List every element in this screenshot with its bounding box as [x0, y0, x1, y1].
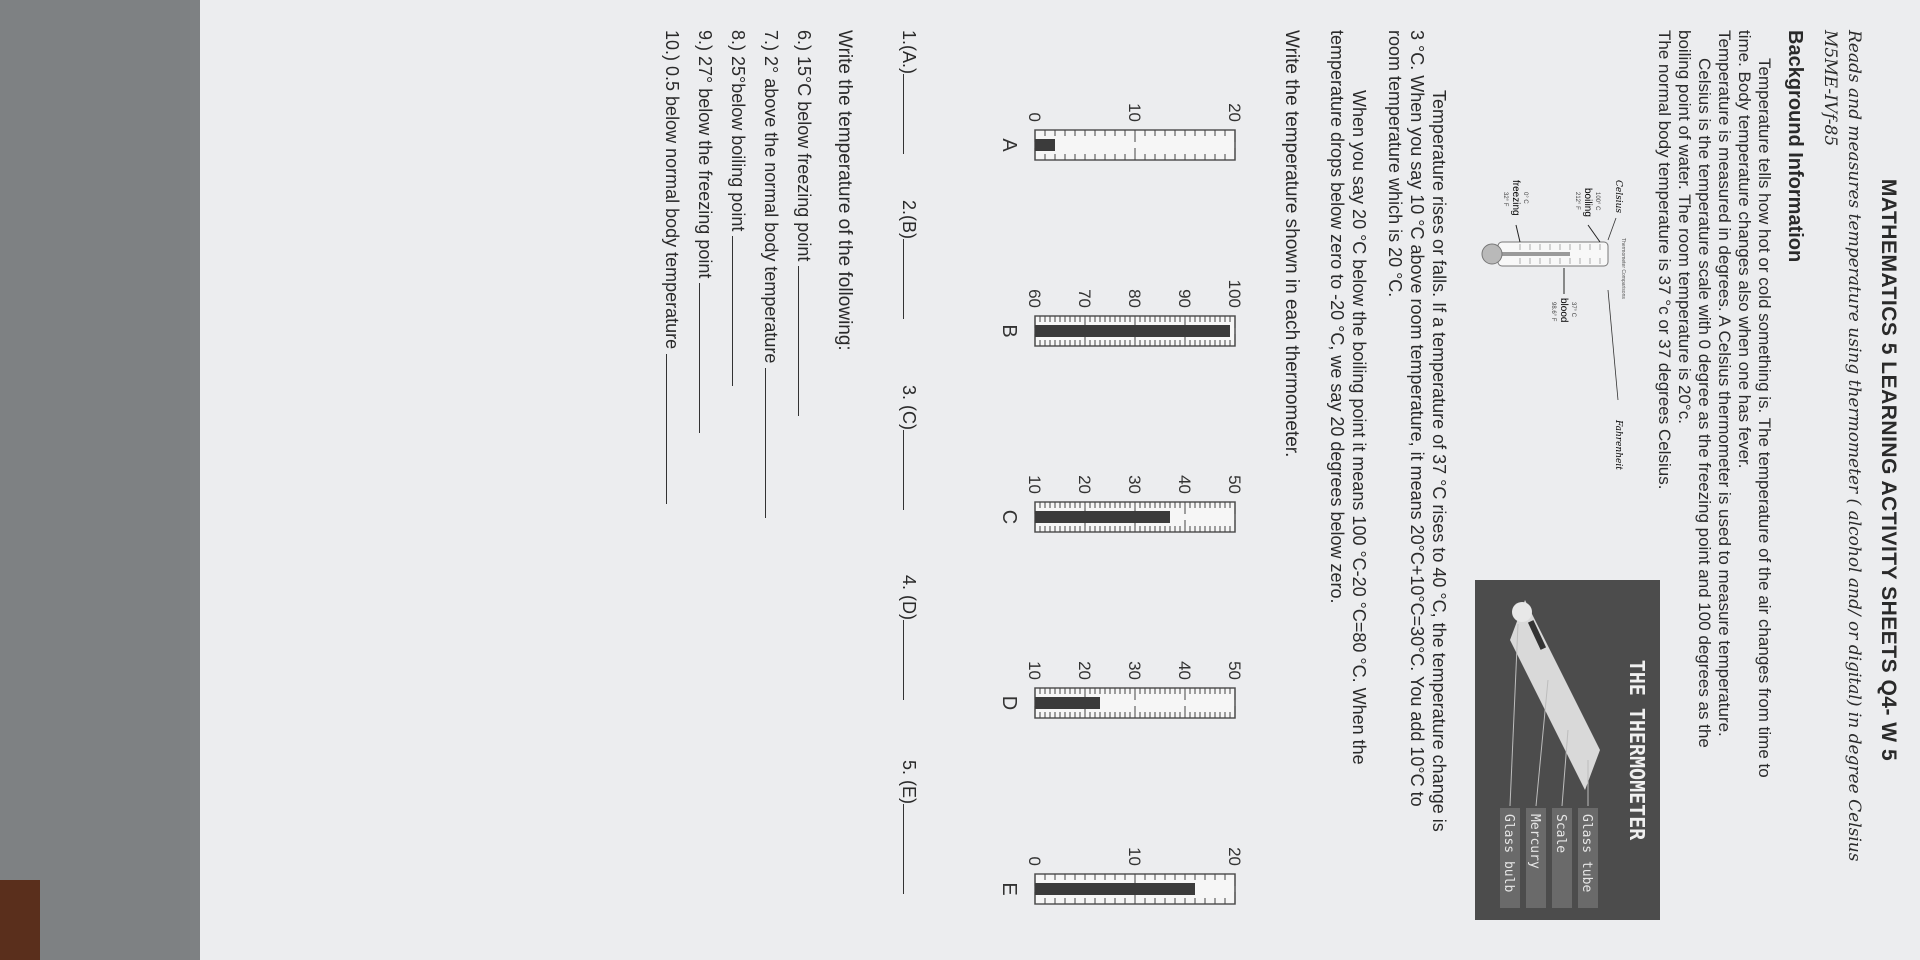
thermometer-letter: E: [998, 882, 1020, 896]
answer-label: 2.(B): [899, 200, 919, 240]
text-line: 3 °C. When you say 10 °C above room temperature, it means 20°C+10°C=30°C. You add 10°C to: [1407, 30, 1427, 807]
mercury-level: [1035, 883, 1195, 895]
answer-line[interactable]: [903, 620, 920, 700]
thermometer-parts-poster: [1475, 580, 1660, 920]
background-heading: Background Information: [1784, 30, 1806, 263]
scale-label: 80: [1125, 289, 1144, 308]
scale-label: 10: [1025, 475, 1044, 494]
scale-label: 100: [1225, 279, 1244, 308]
poster-title: THE THERMOMETER: [1625, 659, 1649, 841]
scale-label: 0: [1025, 856, 1044, 866]
boiling-label: boiling: [1582, 188, 1593, 217]
scale-label: 40: [1175, 661, 1194, 680]
scale-label: 60: [1025, 289, 1044, 308]
mercury-column: [1500, 252, 1570, 256]
scale-label: 10: [1125, 847, 1144, 866]
scale-label: 40: [1175, 475, 1194, 494]
blood-label: blood: [1558, 298, 1569, 323]
below-point-paragraph: [1326, 30, 1370, 930]
answer-line[interactable]: [903, 239, 920, 319]
scale-label: 0: [1025, 112, 1044, 122]
answer-line[interactable]: [765, 368, 782, 518]
background-paragraph: [1654, 30, 1774, 910]
exercise-item: 7.) 2° above the normal body temperature: [754, 30, 787, 518]
freezing-label: freezing: [1510, 180, 1521, 216]
boiling-celsius: 100° C: [1594, 192, 1600, 211]
exercise-item: 9.) 27° below the freezing point: [688, 30, 721, 518]
part-label: Glass tube: [1579, 814, 1594, 893]
freezing-fahrenheit: 32° F: [1502, 192, 1508, 207]
text-line: Celsius is the temperature scale with 0 degree as the freezing point and 100 degrees as the: [1695, 58, 1714, 748]
exercise-instruction: Write the temperature of the following:: [834, 30, 855, 351]
thermometer-instruction: Write the temperature shown in each thermometer.: [1281, 30, 1302, 458]
wood-edge: [0, 880, 40, 960]
thermometer-letter: B: [998, 324, 1020, 338]
boiling-arrow: [1588, 225, 1600, 242]
text-line: Temperature is measured in degrees. A Celsius thermometer is used to measure temperature.: [1715, 30, 1734, 737]
competency-text: Reads and measures temperature using thermometer ( alcohol and/ or digital) in degree Celsius M5ME-IVf-85: [1820, 30, 1864, 862]
boiling-fahrenheit: 212° F: [1574, 192, 1580, 210]
part-label: Glass bulb: [1501, 814, 1516, 893]
mercury-level: [1035, 139, 1055, 151]
answer-label: 4. (D): [899, 575, 919, 620]
scale-label: 30: [1125, 661, 1144, 680]
thermometer-comparison-figure: [1480, 170, 1630, 500]
thermometer-letter: C: [998, 509, 1020, 525]
part-label: Scale: [1553, 814, 1568, 854]
text-line: When you say 20 °C below the boiling point it means 100 °C-20 °C=80 °C. When the: [1349, 90, 1369, 765]
exercise-item: 6.) 15°C below freezing point: [787, 30, 820, 518]
blood-celsius: 37° C: [1570, 302, 1576, 318]
answer-line[interactable]: [732, 236, 749, 386]
scale-label: 50: [1225, 661, 1244, 680]
text-line: Temperature rises or falls. If a temperature of 37 °C rises to 40 °C, the temperature change is: [1429, 90, 1449, 832]
answer-line[interactable]: [903, 74, 920, 154]
mercury-level: [1035, 325, 1230, 337]
comparison-label: Thermometer Comparisons: [1620, 238, 1626, 299]
scale-label: 20: [1075, 661, 1094, 680]
scale-label: 50: [1225, 475, 1244, 494]
mercury-level: [1035, 511, 1170, 523]
temperature-change-paragraph: [1384, 30, 1450, 930]
answer-line[interactable]: [699, 283, 716, 433]
scale-label: 90: [1175, 289, 1194, 308]
celsius-label: Celsius: [1613, 180, 1623, 214]
answer-label: 1.(A.): [899, 30, 919, 75]
scale-label: 20: [1075, 475, 1094, 494]
scale-label: 10: [1125, 103, 1144, 122]
answer-line[interactable]: [903, 430, 920, 510]
poster-bulb: [1512, 602, 1532, 622]
scale-label: 20: [1225, 103, 1244, 122]
text-line: temperature drops below zero to -20 °C, we say 20 degrees below zero.: [1327, 30, 1347, 604]
answer-label: 5. (E): [899, 760, 919, 805]
text-line: The normal body temperature is 37 °c or 37 degrees Celsius.: [1655, 30, 1674, 490]
thermometer-letter: D: [998, 695, 1020, 711]
answer-line[interactable]: [798, 266, 815, 416]
mercury-level: [1035, 697, 1100, 709]
answer-line[interactable]: [666, 354, 683, 504]
answer-line[interactable]: [903, 804, 920, 894]
scale-label: 30: [1125, 475, 1144, 494]
text-line: boiling point of water. The room temperature is 20°c.: [1675, 30, 1694, 424]
freezing-arrow: [1516, 225, 1520, 242]
scale-label: 20: [1225, 847, 1244, 866]
fahrenheit-label: Fahrenheit: [1613, 420, 1623, 470]
exercise-items: [655, 30, 820, 518]
thermometer-exercises: [940, 30, 1260, 960]
thermometer-letter: A: [998, 138, 1020, 152]
scale-label: 70: [1075, 289, 1094, 308]
part-label: Mercury: [1527, 814, 1542, 869]
worksheet-page: [200, 0, 1920, 960]
answer-label: 3. (C): [899, 385, 919, 430]
worksheet-title: MATHEMATICS 5 LEARNING ACTIVITY SHEETS Q4- W 5: [1877, 178, 1900, 762]
text-line: Temperature tells how hot or cold something is. The temperature of the air changes from time to: [1755, 58, 1774, 778]
scale-label: 10: [1025, 661, 1044, 680]
exercise-item: 10.) 0.5 below normal body temperature: [655, 30, 688, 518]
table-surface: [0, 0, 210, 960]
thermometer-bulb: [1482, 244, 1502, 264]
blood-fahrenheit: 98.6° F: [1550, 302, 1556, 322]
freezing-celsius: 0° C: [1522, 192, 1528, 204]
text-line: room temperature which is 20 °C.: [1385, 30, 1405, 298]
exercise-item: 8.) 25°below boiling point: [721, 30, 754, 518]
text-line: time. Body temperature changes also when one has fever.: [1735, 30, 1754, 469]
